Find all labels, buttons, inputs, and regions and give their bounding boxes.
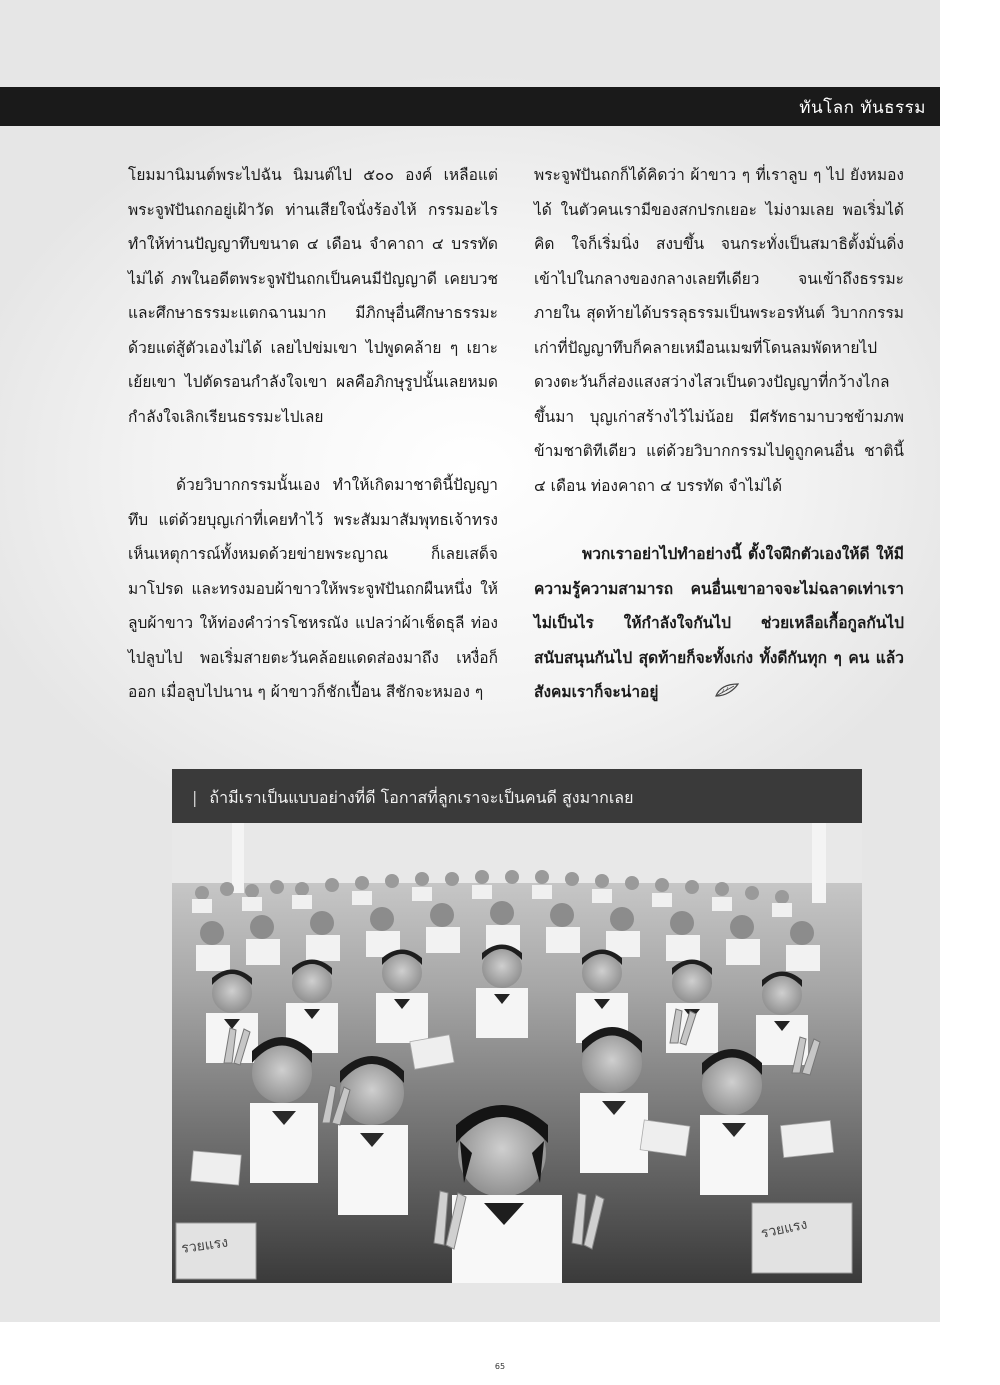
right-column	[534, 158, 904, 710]
left-paragraph-1: โยมมานิมนต์พระไปฉัน นิมนต์ไป ๕๐๐ องค์ เหลือแต่พระจูฬปันถกอยู่เฝ้าวัด ท่านเสียใจนั่งร้องไห้ กรรมอะไรทำให้ท่านปัญญาทึบขนาด ๔ เดือน จำคาถา ๔ บรรทัดไม่ได้ ภพในอดีตพระจูฬปันถกเป็นคนมีปัญญาดี เคยบวชและศึกษาธรรมะแตกฉานมาก มีภิกษุอื่นศึกษาธรรมะด้วยแต่สู้ตัวเองไม่ได้ เลยไปข่มเขา ไปพูดคล้าย ๆ เยาะเย้ยเขา ไปตัดรอนกำลังใจเขา ผลคือภิกษุรูปนั้นเลยหมดกำลังใจเลิกเรียนธรรมะไปเลย	[128, 166, 498, 426]
closing-text: พวกเราอย่าไปทำอย่างนี้ ตั้งใจฝึกตัวเองให้ดี ให้มีความรู้ความสามารถ คนอื่นเขาอาจจะไม่ฉลาดเท่าเรา ไม่เป็นไร ให้กำลังใจกันไป ช่วยเหลือเกื้อกูลกันไป สนับสนุนกันไป สุดท้ายก็จะทั้งเก่ง ทั้งดีกันทุก ๆ คน แล้วสังคมเราก็จะน่าอยู่	[534, 544, 904, 701]
leaf-end-icon	[666, 676, 740, 711]
right-paragraph-1: พระจูฬปันถกก็ได้คิดว่า ผ้าขาว ๆ ที่เราลูบ ๆ ไป ยังหมองได้ ในตัวคนเรามีของสกปรกเยอะ ไม่งามเลย พอเริ่มได้คิด ใจก็เริ่มนิ่ง สงบขึ้น จนกระทั่งเป็นสมาธิตั้งมั่นดิ่งเข้าไปในกลางของกลางเลยทีเดียว จนเข้าถึงธรรมะภายใน สุดท้ายได้บรรลุธรรมเป็นพระอรหันต์ วิบากกรรมเก่าที่ปัญญาทึบก็คลายเหมือนเมฆที่โดนลมพัดหายไป ดวงตะวันก็ส่องแสงสว่างไสวเป็นดวงปัญญาที่กว้างไกลขึ้นมา บุญเก่าสร้างไว้ไม่น้อย มีศรัทธามาบวชข้ามภพข้ามชาติทีเดียว แต่ด้วยวิบากกรรมไปดูถูกคนอื่น ชาตินี้ ๔ เดือน ท่องคาถา ๔ บรรทัด จำไม่ได้	[534, 166, 904, 495]
photo-caption	[192, 786, 633, 811]
caption-separator: |	[192, 788, 198, 807]
caption-text: ถ้ามีเราเป็นแบบอย่างที่ดี โอกาสที่ลูกเราจะเป็นคนดี สูงมากเลย	[209, 788, 634, 807]
right-paragraph-2	[534, 537, 904, 710]
left-paragraph-2: ด้วยวิบากกรรมนั้นเอง ทำให้เกิดมาชาตินี้ปัญญาทึบ แต่ด้วยบุญเก่าที่เคยทำไว้ พระสัมมาสัมพุทธเจ้าทรงเห็นเหตุการณ์ทั้งหมดด้วยข่ายพระญาณ ก็เลยเสด็จมาโปรด และทรงมอบผ้าขาวให้พระจูฬปันถกผืนหนึ่ง ให้ลูบผ้าขาว ให้ท่องคำว่ารโชหรณัง แปลว่าผ้าเช็ดธุลี ท่องไปลูบไป พอเริ่มสายตะวันคล้อยแดดส่องมาถึง เหงื่อก็ออก เมื่อลูบไปนาน ๆ ผ้าขาวก็ชักเปื้อน สีชักจะหมอง ๆ	[128, 476, 498, 701]
caption-bar	[172, 769, 862, 823]
header-bar	[0, 87, 940, 126]
students-illustration	[172, 823, 862, 1283]
students-photo	[172, 823, 862, 1283]
page-number: 65	[494, 1362, 506, 1371]
left-column	[128, 158, 498, 710]
svg-text:รวยแรง: รวยแรง	[759, 1216, 809, 1242]
svg-text:รวยแรง: รวยแรง	[180, 1234, 230, 1257]
section-title: ทันโลก ทันธรรม	[799, 98, 926, 118]
photo-block	[172, 769, 862, 1283]
